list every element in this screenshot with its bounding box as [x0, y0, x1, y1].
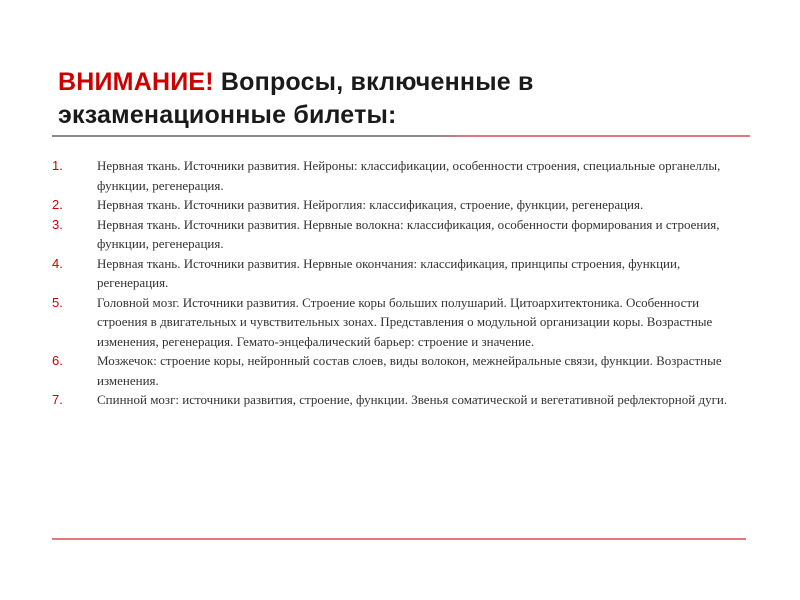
- question-text: Спинной мозг: источники развития, строение, функции. Звенья соматической и вегетативной рефлекторной дуги.: [97, 392, 728, 407]
- question-item: [0, 254, 800, 293]
- question-number: 2.: [52, 197, 63, 212]
- questions-list: [0, 156, 800, 410]
- question-number: 1.: [52, 158, 63, 173]
- question-text: Нервная ткань. Источники развития. Нервные окончания: классификация, принципы строения, функции, регенерация.: [97, 255, 681, 290]
- slide-title: [58, 66, 748, 132]
- question-item: [0, 156, 800, 195]
- title-underline: [52, 135, 750, 137]
- title-text: Вопросы, включенные в экзаменационные билеты:: [58, 68, 534, 129]
- question-text: Нервная ткань. Источники развития. Нервные волокна: классификация, особенности формирования и строения, функции, регенерация.: [97, 216, 720, 251]
- question-item: [0, 293, 800, 352]
- question-number: 7.: [52, 392, 63, 407]
- question-text: Нервная ткань. Источники развития. Нейроглия: классификация, строение, функции, регенерация.: [97, 197, 644, 212]
- title-warning: ВНИМАНИЕ!: [58, 68, 214, 96]
- question-number: 6.: [52, 353, 63, 368]
- question-item: [0, 215, 800, 254]
- question-number: 5.: [52, 294, 63, 310]
- question-text: Головной мозг. Источники развития. Строение коры больших полушарий. Цитоархитектоника. Особенности строения в двигательных и чувствительных зонах. Представления о модульной организации коры. Возрастные изменения, регенерация. Гемато-энцефалический барьер: строение и значение.: [97, 294, 713, 349]
- bottom-divider: [52, 538, 746, 540]
- question-text: Мозжечок: строение коры, нейронный состав слоев, виды волокон, межнейральные связи, функции. Возрастные изменения.: [97, 353, 722, 388]
- question-text: Нервная ткань. Источники развития. Нейроны: классификации, особенности строения, специальные органеллы, функции, регенерация.: [97, 158, 721, 193]
- question-item: [0, 195, 800, 215]
- question-number: 4.: [52, 255, 63, 271]
- question-item: [0, 351, 800, 390]
- question-number: 3.: [52, 216, 63, 232]
- question-item: [0, 390, 800, 410]
